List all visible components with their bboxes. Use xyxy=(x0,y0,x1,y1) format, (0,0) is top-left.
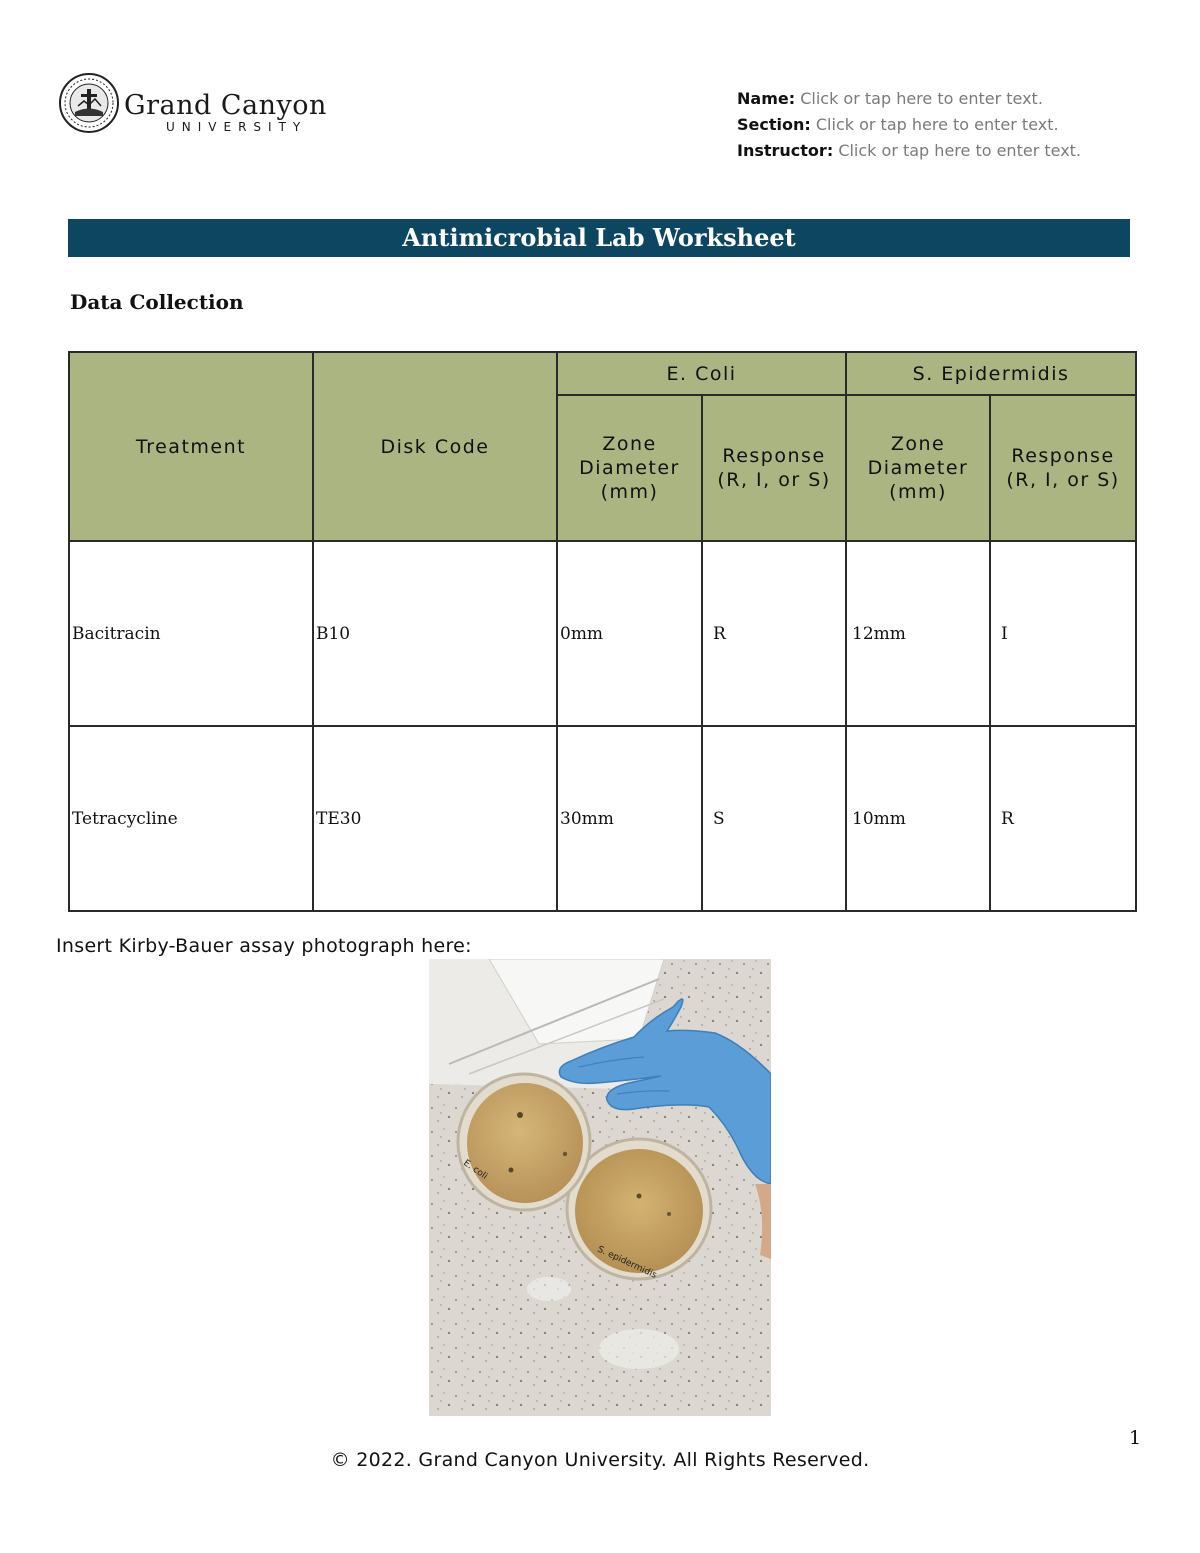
section-heading: Data Collection xyxy=(70,290,244,314)
copyright-footer: © 2022. Grand Canyon University. All Rights Reserved. xyxy=(330,1449,870,1471)
zone-label-line2: Diameter xyxy=(579,457,680,479)
header-ecoli-zone xyxy=(557,395,702,541)
table-row xyxy=(69,726,1136,911)
cell-treatment[interactable]: Bacitracin xyxy=(69,541,313,726)
header-sepi-zone xyxy=(846,395,990,541)
header-s-epidermidis: S. Epidermidis xyxy=(846,352,1136,395)
response-label-line1: Response xyxy=(722,445,826,467)
dish-label-e-coli: E. coli xyxy=(461,1158,490,1182)
data-collection-table xyxy=(68,351,1137,912)
dish-label-s-epidermidis: S. epidermidis xyxy=(595,1244,659,1281)
name-field-row xyxy=(737,86,1081,112)
cell-sepi-response[interactable]: I xyxy=(990,541,1136,726)
section-label: Section: xyxy=(737,115,811,134)
zone-label-line1: Zone xyxy=(890,433,946,455)
worksheet-title-banner: Antimicrobial Lab Worksheet xyxy=(68,219,1130,257)
petri-dish-photo-illustration xyxy=(429,959,771,1416)
response-label-line2: (R, I, or S) xyxy=(717,469,831,491)
university-logo xyxy=(58,72,338,138)
university-seal-icon xyxy=(58,72,120,134)
zone-label-line1: Zone xyxy=(602,433,657,455)
page-number: 1 xyxy=(1129,1427,1142,1449)
header-treatment: Treatment xyxy=(69,352,313,541)
kirby-bauer-photo[interactable] xyxy=(429,959,771,1416)
logo-subtitle: UNIVERSITY xyxy=(166,120,308,134)
response-label-line1: Response xyxy=(1011,445,1115,467)
name-label: Name: xyxy=(737,89,796,108)
header-ecoli-response xyxy=(702,395,846,541)
header-disk-code: Disk Code xyxy=(313,352,557,541)
cell-ecoli-zone[interactable]: 30mm xyxy=(557,726,702,911)
section-input[interactable]: Click or tap here to enter text. xyxy=(815,115,1059,134)
cell-ecoli-response[interactable]: S xyxy=(702,726,846,911)
cell-ecoli-response[interactable]: R xyxy=(702,541,846,726)
section-field-row xyxy=(737,112,1081,138)
cell-disk-code[interactable]: B10 xyxy=(313,541,557,726)
photo-insert-label: Insert Kirby-Bauer assay photograph here: xyxy=(56,935,472,957)
zone-label-line2: Diameter xyxy=(867,457,969,479)
cell-sepi-zone[interactable]: 12mm xyxy=(846,541,990,726)
cell-ecoli-zone[interactable]: 0mm xyxy=(557,541,702,726)
cell-sepi-zone[interactable]: 10mm xyxy=(846,726,990,911)
instructor-label: Instructor: xyxy=(737,141,834,160)
cell-sepi-response[interactable]: R xyxy=(990,726,1136,911)
zone-label-line3: (mm) xyxy=(600,481,659,503)
instructor-input[interactable]: Click or tap here to enter text. xyxy=(838,141,1082,160)
table-row xyxy=(69,541,1136,726)
student-info-fields xyxy=(737,86,1081,164)
zone-label-line3: (mm) xyxy=(889,481,947,503)
cell-disk-code[interactable]: TE30 xyxy=(313,726,557,911)
header-sepi-response xyxy=(990,395,1136,541)
cell-treatment[interactable]: Tetracycline xyxy=(69,726,313,911)
response-label-line2: (R, I, or S) xyxy=(1006,469,1120,491)
name-input[interactable]: Click or tap here to enter text. xyxy=(800,89,1043,108)
header-ecoli: E. Coli xyxy=(557,352,846,395)
logo-wordmark: Grand Canyon xyxy=(124,90,327,121)
instructor-field-row xyxy=(737,138,1081,164)
